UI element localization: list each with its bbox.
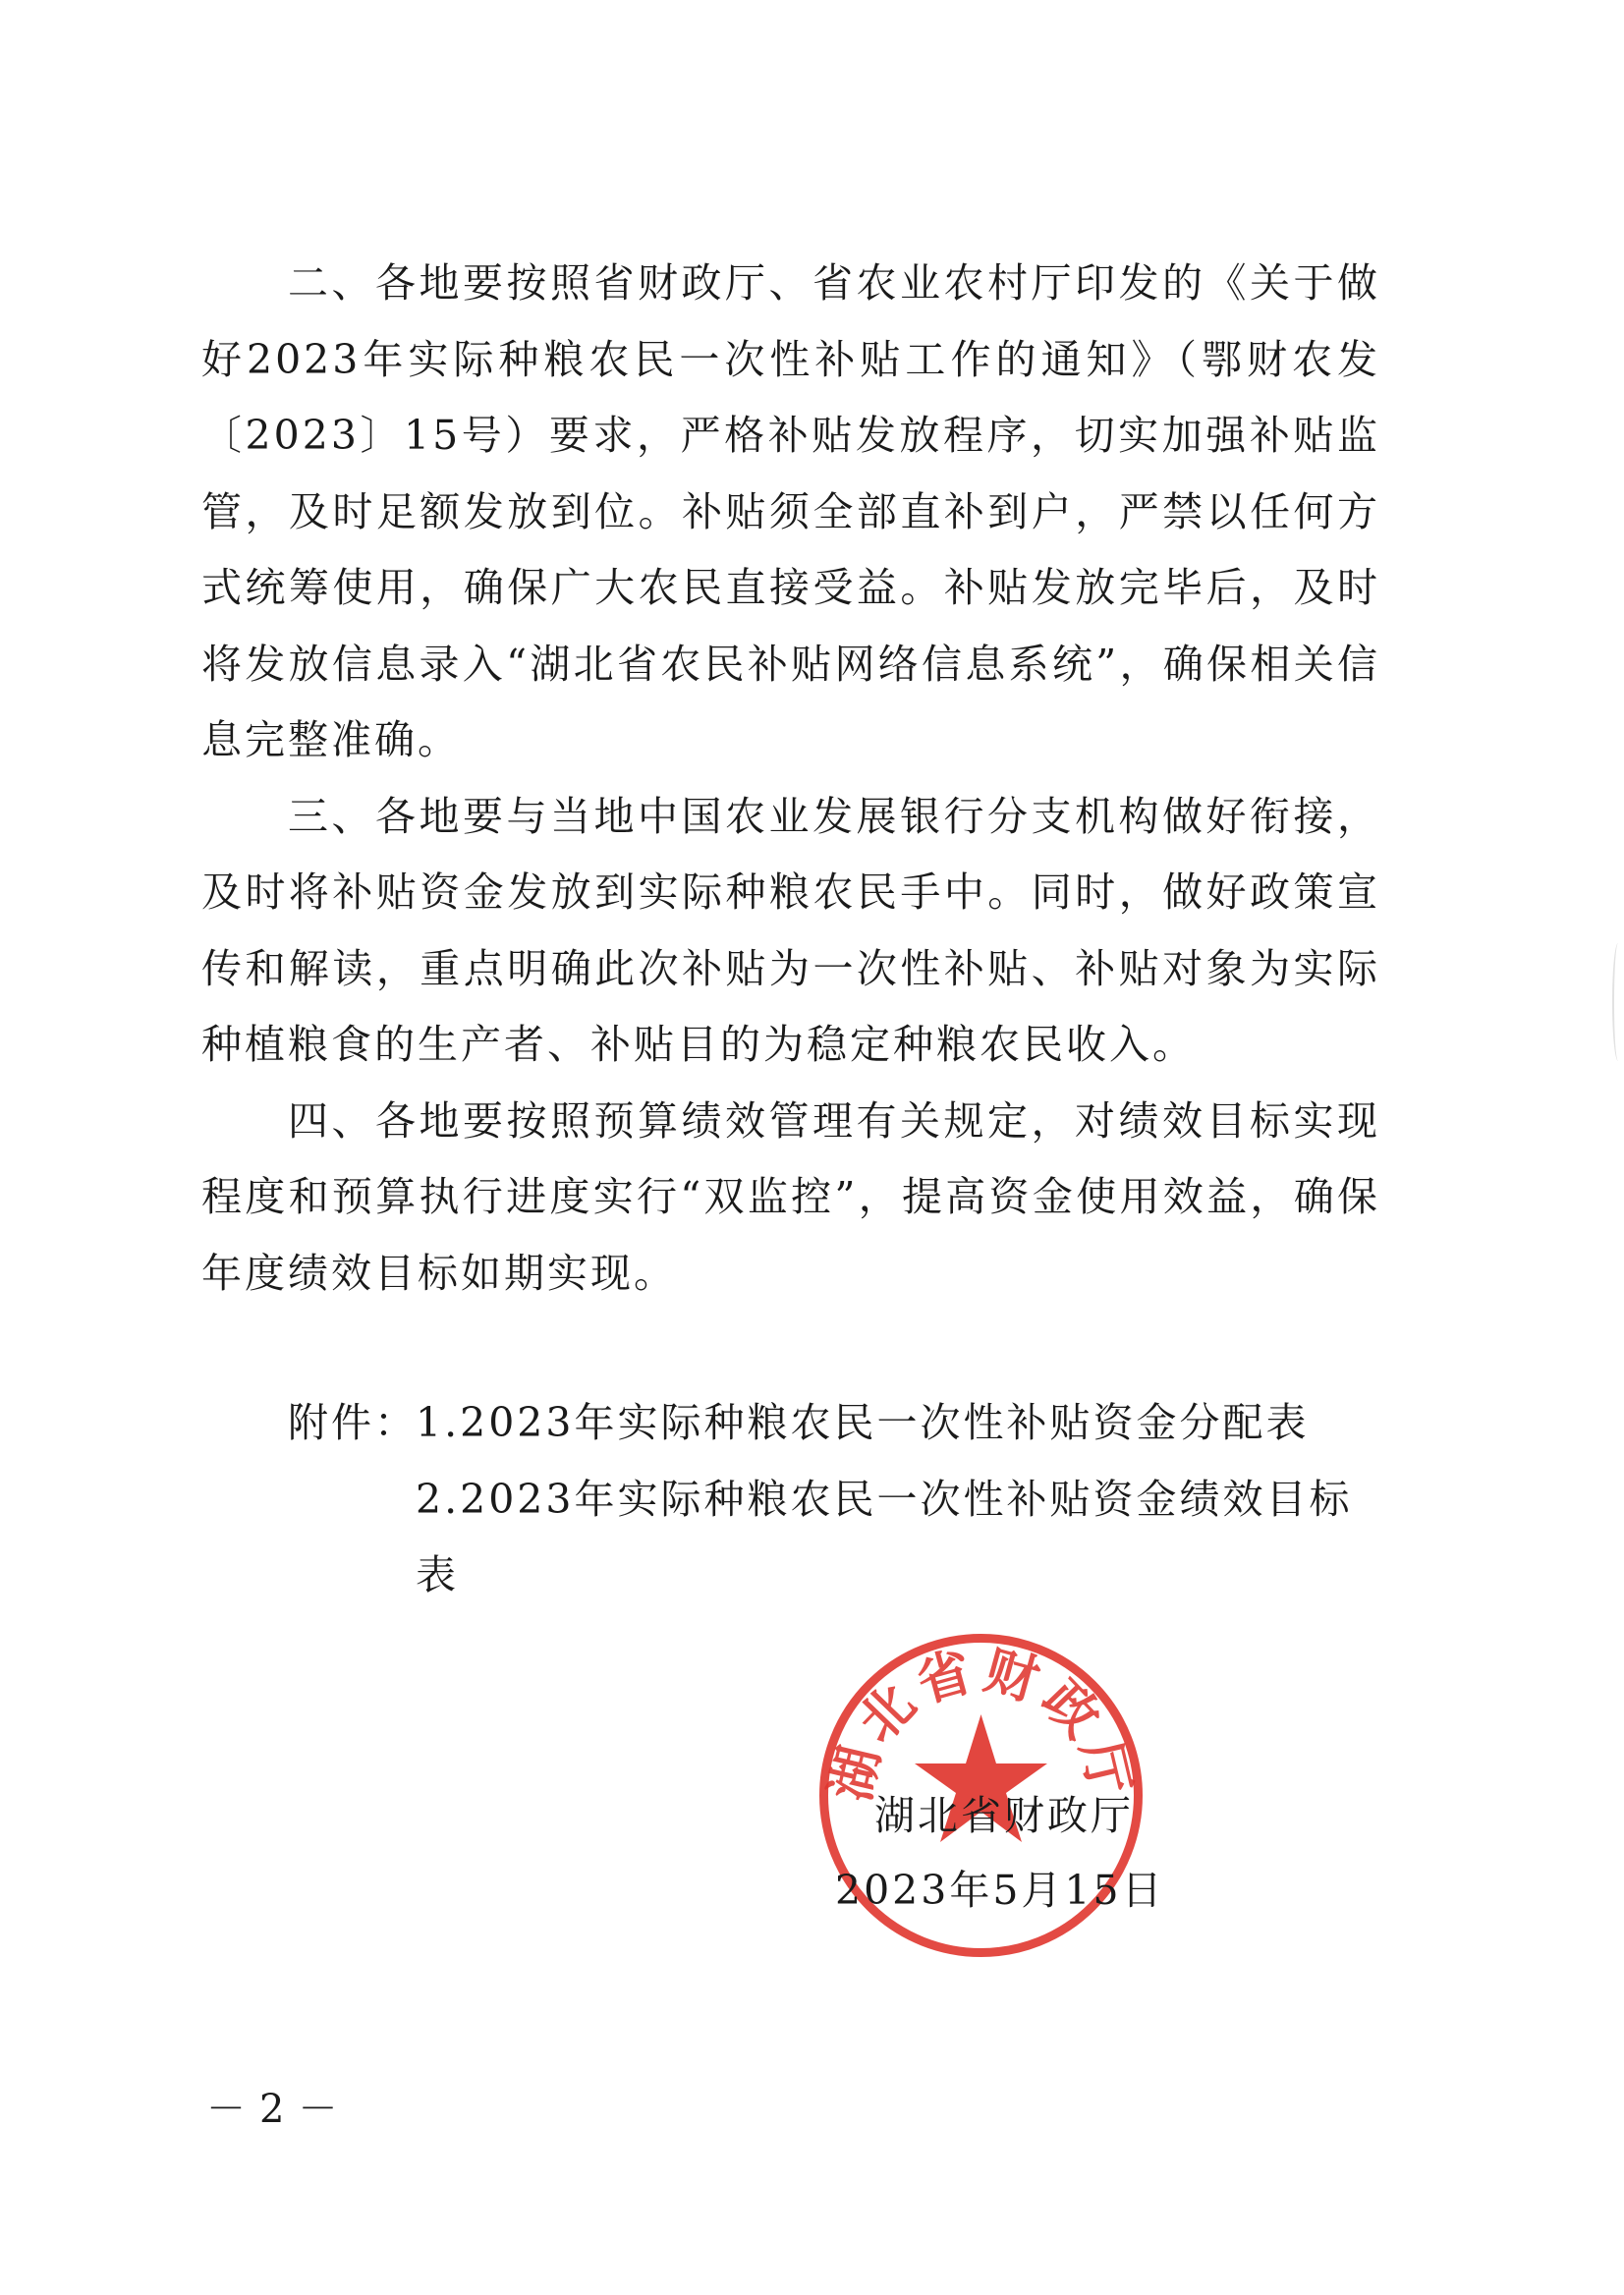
paragraph-4: 四、各地要按照预算绩效管理有关规定，对绩效目标实现程度和预算执行进度实行“双监控”，提高资金使用效益，确保年度绩效目标如期实现。 (201, 1096, 1380, 1297)
seal-text: 湖北省财政厅 (817, 1638, 1145, 1807)
document-body (201, 246, 1380, 1614)
signature-date: 2023年5月15日 (835, 1867, 1165, 1914)
scan-edge-mark (1612, 943, 1624, 1061)
page-number: －2－ (206, 2087, 352, 2132)
attachments-block (201, 1385, 1380, 1614)
paragraph-3: 三、各地要与当地中国农业发展银行分支机构做好衔接，及时将补贴资金发放到实际种粮农民手中。同时，做好政策宣传和解读，重点明确此次补贴为一次性补贴、补贴对象为实际种植粮食的生产者、补贴目的为稳定种粮农民收入。 (201, 792, 1380, 1068)
attachment-item: 2.2023年实际种粮农民一次性补贴资金绩效目标表 (416, 1475, 1353, 1598)
attachment-item: 1.2023年实际种粮农民一次性补贴资金分配表 (416, 1399, 1310, 1446)
attachments-label: 附件： (288, 1399, 418, 1446)
signature-block (835, 1778, 1189, 1928)
signature-org: 湖北省财政厅 (874, 1792, 1134, 1839)
paragraph-2: 二、各地要按照省财政厅、省农业农村厅印发的《关于做好2023年实际种粮农民一次性补贴工作的通知》（鄂财农发〔2023〕15号）要求，严格补贴发放程序，切实加强补贴监管，及时足额发放到位。补贴须全部直补到户，严禁以任何方式统筹使用，确保广大农民直接受益。补贴发放完毕后，及时将发放信息录入“湖北省农民补贴网络信息系统”，确保相关信息完整准确。 (201, 259, 1380, 763)
